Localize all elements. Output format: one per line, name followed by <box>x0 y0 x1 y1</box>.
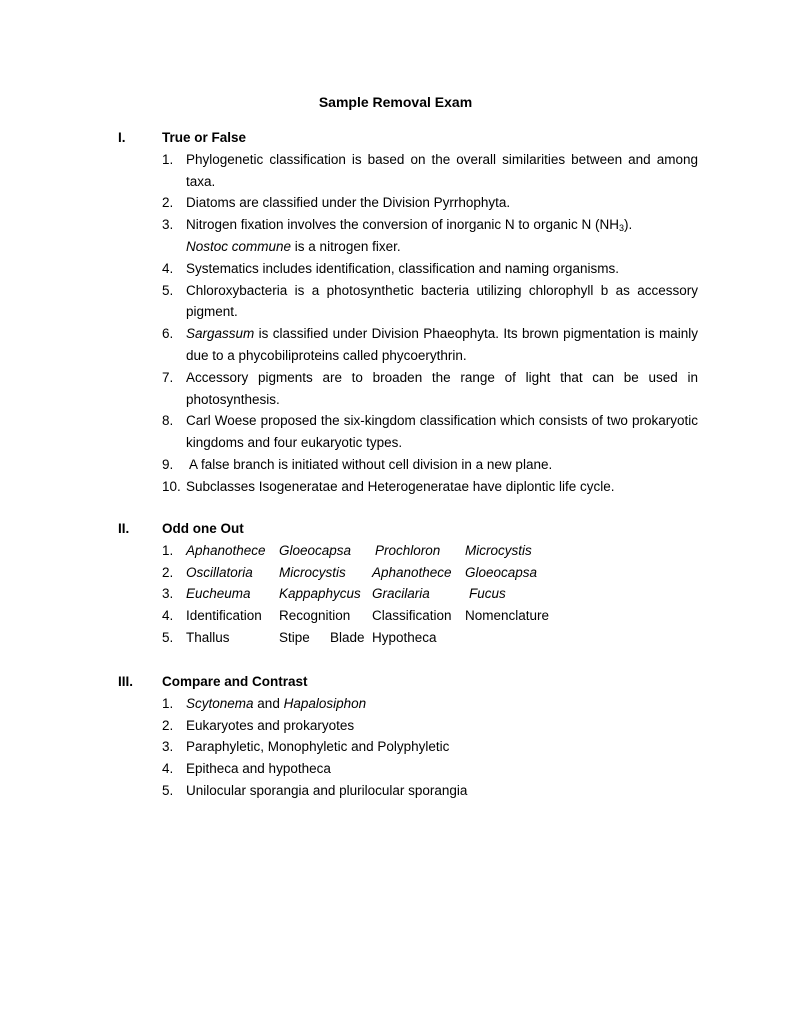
item-text-part: Nitrogen fixation involves the conversion of inorganic N to organic N (NH <box>186 217 619 233</box>
table-row <box>162 540 698 562</box>
item-text: Eukaryotes and prokaryotes <box>186 717 355 733</box>
item-number: 6. <box>162 326 174 342</box>
item-number: 2. <box>162 717 174 733</box>
item-text: Unilocular sporangia and plurilocular sporangia <box>186 782 468 798</box>
option-cell: Classification <box>372 608 452 624</box>
option-cell: Blade <box>330 629 365 645</box>
item-text: Paraphyletic, Monophyletic and Polyphyletic <box>186 739 450 755</box>
list-item <box>162 758 698 780</box>
item-number: 2. <box>162 564 174 580</box>
list-item <box>162 323 698 367</box>
species-name: Sargassum <box>186 326 255 342</box>
item-number: 9. <box>162 456 174 472</box>
list-item <box>162 280 698 324</box>
item-number: 4. <box>162 761 174 777</box>
option-cell: Hypotheca <box>372 629 437 645</box>
option-cell: Thallus <box>186 629 230 645</box>
question-list <box>162 540 698 649</box>
list-item <box>162 367 698 411</box>
item-text-part: and <box>253 695 284 711</box>
item-number: 3. <box>162 586 174 602</box>
item-text <box>186 693 698 715</box>
option-cell: Kappaphycus <box>279 586 361 602</box>
question-list <box>162 693 698 802</box>
list-item <box>162 149 698 193</box>
item-number: 8. <box>162 413 174 429</box>
section-heading: Compare and Contrast <box>162 674 308 689</box>
option-cell: Microcystis <box>279 564 346 580</box>
item-text: A false branch is initiated without cell division in a new plane. <box>186 456 553 472</box>
section-heading: Odd one Out <box>162 521 244 536</box>
option-cell: Fucus <box>469 586 506 602</box>
subscript: 3 <box>618 223 624 234</box>
section-number: I. <box>118 130 126 145</box>
list-item <box>162 715 698 737</box>
page-title: Sample Removal Exam <box>318 94 473 110</box>
item-text <box>186 323 698 367</box>
option-cell: Stipe <box>279 629 310 645</box>
item-text: Subclasses Isogeneratae and Heterogeneratae have diplontic life cycle. <box>186 478 615 494</box>
list-item <box>162 214 698 258</box>
item-number: 1. <box>162 695 174 711</box>
option-cell: Nomenclature <box>465 608 550 624</box>
item-number: 10. <box>162 478 181 494</box>
option-cell: Eucheuma <box>186 586 251 602</box>
item-number: 5. <box>162 629 174 645</box>
list-item <box>162 780 698 802</box>
item-number: 1. <box>162 542 174 558</box>
table-row <box>162 627 698 649</box>
option-cell: Identification <box>186 608 262 624</box>
option-cell: Oscillatoria <box>186 564 253 580</box>
item-text-part: ). <box>623 217 633 233</box>
table-row <box>162 605 698 627</box>
item-number: 3. <box>162 739 174 755</box>
item-number: 1. <box>162 151 174 167</box>
option-cell: Aphanothece <box>186 542 266 558</box>
item-text <box>186 214 698 258</box>
option-cell: Gracilaria <box>372 586 430 602</box>
item-text: Diatoms are classified under the Division Pyrrhophyta. <box>186 195 511 211</box>
item-number: 4. <box>162 608 174 624</box>
option-cell: Prochloron <box>375 542 441 558</box>
list-item <box>162 693 698 715</box>
genus-name: Hapalosiphon <box>283 695 367 711</box>
item-text: Accessory pigments are to broaden the range of light that can be used in photosynthesis. <box>186 369 698 407</box>
list-item <box>162 258 698 280</box>
item-text: Carl Woese proposed the six-kingdom classification which consists of two prokaryotic kingdoms and four eukaryotic types. <box>186 413 698 451</box>
section-number: II. <box>118 521 130 536</box>
list-item <box>162 476 698 498</box>
item-number: 3. <box>162 217 174 233</box>
list-item <box>162 410 698 454</box>
item-text-part: is classified under Division Phaeophyta. Its brown pigmentation is mainly due to a phycobiliproteins called phycoerythrin. <box>186 326 698 363</box>
list-item <box>162 192 698 214</box>
item-text: Phylogenetic classification is based on the overall similarities between and among taxa. <box>186 151 698 189</box>
option-cell: Recognition <box>279 608 351 624</box>
option-cell: Gloeocapsa <box>279 542 352 558</box>
item-text: Systematics includes identification, classification and naming organisms. <box>186 260 619 276</box>
option-cell: Gloeocapsa <box>465 564 538 580</box>
table-row <box>162 562 698 584</box>
question-list <box>162 149 698 498</box>
item-text-part: is a nitrogen fixer. <box>291 238 401 254</box>
item-number: 7. <box>162 369 174 385</box>
species-name: Nostoc commune <box>186 238 292 254</box>
item-number: 4. <box>162 260 174 276</box>
list-item <box>162 736 698 758</box>
item-number: 5. <box>162 782 174 798</box>
option-cell: Microcystis <box>465 542 532 558</box>
item-text: Epitheca and hypotheca <box>186 761 331 777</box>
table-row <box>162 583 698 605</box>
item-number: 2. <box>162 195 174 211</box>
section-number: III. <box>118 674 134 689</box>
list-item <box>162 454 698 476</box>
item-number: 5. <box>162 282 174 298</box>
item-text: Chloroxybacteria is a photosynthetic bacteria utilizing chlorophyll b as accessory pigment. <box>186 282 698 320</box>
genus-name: Scytonema <box>186 695 254 711</box>
section-heading: True or False <box>162 130 247 145</box>
option-cell: Aphanothece <box>372 564 452 580</box>
